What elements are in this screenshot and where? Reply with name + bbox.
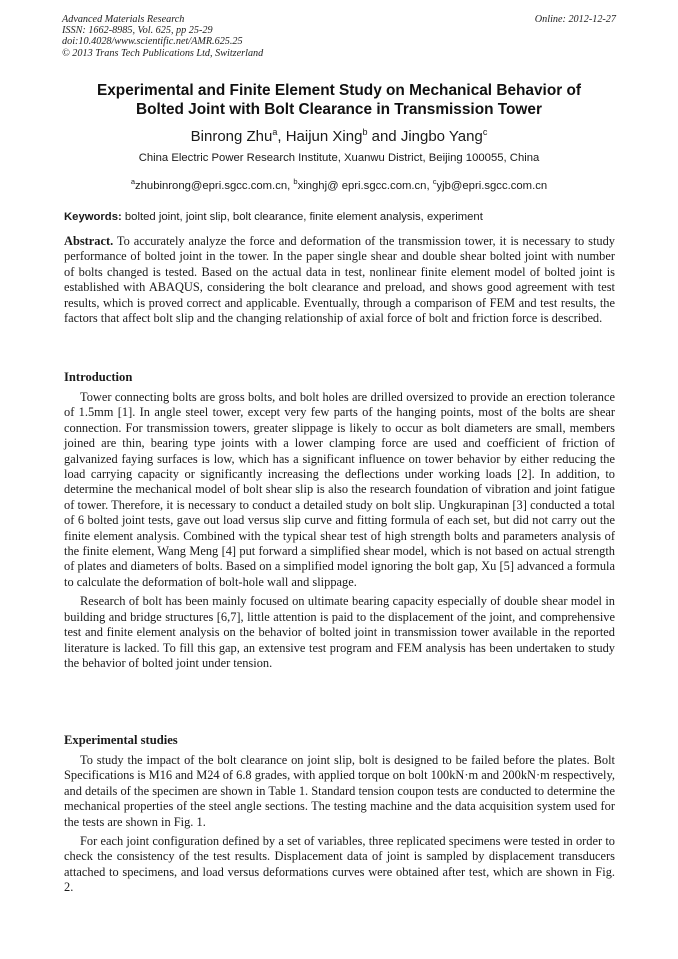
experimental-body <box>64 753 615 896</box>
email-1-sup: a <box>130 177 135 186</box>
exp-paragraph-2: For each joint configuration defined by a set of variables, three replicated specimens were tested in order to check the consistency of the test results. Displacement data of joint is sampled by displacement transducers attached to specimens, and load versus deformations curves were obtained after test, which are shown in Fig. 2. <box>64 834 615 895</box>
author-list <box>62 122 616 147</box>
introduction-body <box>64 390 615 671</box>
author-emails <box>62 174 616 194</box>
abstract <box>64 234 615 326</box>
author-3: and Jingbo Yang <box>367 128 483 145</box>
title-line-2: Bolted Joint with Bolt Clearance in Transmission Tower <box>136 101 542 118</box>
email-2: xinghj@ epri.sgcc.com.cn, <box>297 179 433 192</box>
keywords <box>64 209 616 225</box>
online-date: Online: 2012-12-27 <box>534 14 616 25</box>
abstract-label: Abstract. <box>64 234 114 248</box>
journal-name: Advanced Materials Research <box>62 14 185 25</box>
section-heading-experimental: Experimental studies <box>64 733 178 747</box>
journal-copyright: © 2013 Trans Tech Publications Ltd, Switzerland <box>62 47 264 59</box>
abstract-text: To accurately analyze the force and deformation of the transmission tower, it is necessary to study performance of bolted joint in the tower. In the paper single shear and double shear bolted joint with number of bolts changed is tested. Based on the actual data in test, nonlinear finite element model of bolted joint is established with ABAQUS, considering the bolt clearance and preload, and shows good agreement with test results, which is proved correct and applicable. Eventually, through a comparison of FEM and test results, the factors that affect bolt slip and the changing relationship of axial force of bolt and friction force is described. <box>64 234 615 326</box>
affiliation: China Electric Power Research Institute, Xuanwu District, Beijing 100055, China <box>138 152 540 164</box>
author-3-sup: c <box>482 127 488 137</box>
exp-paragraph-1: To study the impact of the bolt clearance on joint slip, bolt is designed to be failed before the plates. Bolt Specifications is M16 and M24 of 6.8 grades, with applied torque on bolt 100kN·m and 200kN·m respectively, and details of the specimen are shown in Table 1. Standard tension coupon tests are conducted to determine the mechanical properties of the steel angle sections. The testing machine and the data acquisition system used for the tests are shown in Fig. 1. <box>64 753 615 829</box>
keywords-text: bolted joint, joint slip, bolt clearance, finite element analysis, experiment <box>121 211 483 223</box>
email-3-sup: c <box>432 177 437 186</box>
title-line-1: Experimental and Finite Element Study on Mechanical Behavior of <box>96 82 582 99</box>
email-3: yjb@epri.sgcc.com.cn <box>436 179 548 192</box>
author-1: Binrong Zhu <box>190 128 273 145</box>
email-2-sup: b <box>293 177 298 186</box>
intro-paragraph-2: Research of bolt has been mainly focused on ultimate bearing capacity especially of double shear model in building and bridge structures [6,7], little attention is paid to the displacement of the joint, and comprehensive test and finite element analysis on the behavior of bolted joint in transmission tower available in the reported literature is lacked. To fill this gap, an extensive test program and FEM analysis has been undertaken to study the behavior of bolted joint under tension. <box>64 594 615 670</box>
section-heading-introduction: Introduction <box>64 370 133 384</box>
journal-issn: ISSN: 1662-8985, Vol. 625, pp 25-29 <box>62 25 213 37</box>
email-1: zhubinrong@epri.sgcc.com.cn, <box>135 179 294 192</box>
journal-header <box>62 14 622 59</box>
author-2: , Haijun Xing <box>277 128 363 145</box>
author-2-sup: b <box>362 127 368 137</box>
author-1-sup: a <box>272 127 278 137</box>
keywords-label: Keywords: <box>64 211 122 223</box>
journal-doi: doi:10.4028/www.scientific.net/AMR.625.25 <box>62 36 243 48</box>
paper-title <box>62 81 616 119</box>
intro-paragraph-1: Tower connecting bolts are gross bolts, and bolt holes are drilled oversized to provide an erection tolerance of 1.5mm [1]. In angle steel tower, except very few parts of the hanging points, most of the bolts are shear connection. For transmission towers, greater slippage is likely to occur as bolt diameters are small, members joined are thin, bearing type joints with a lower clamping force are used and coefficient of friction of galvanized faying surfaces is low, which has a significant influence on tower behavior by either reducing the load carrying capacity or significantly increasing the deflections under working loads [2]. In addition, to determine the mechanical model of bolt shear slip is also the research foundation of vibration and joint fatigue of tower. Therefore, it is necessary to conduct a detailed study on bolt slip. Ungkurapinan [3] conducted a total of 6 bolted joint tests, gave out load versus slip curve and fitting formula of each set, but did not carry out the finite element analysis. Combined with the typical shear test of high strength bolts and parameters analysis of the finite element, Wang Meng [4] put forward a simplified shear model, which is not based on actual strength of plates and diameters of bolts. Based on a simplified model ignoring the bolt gap, Xu [5] advanced a formula to calculate the deformation of bolt-hole wall and slippage. <box>64 390 615 589</box>
